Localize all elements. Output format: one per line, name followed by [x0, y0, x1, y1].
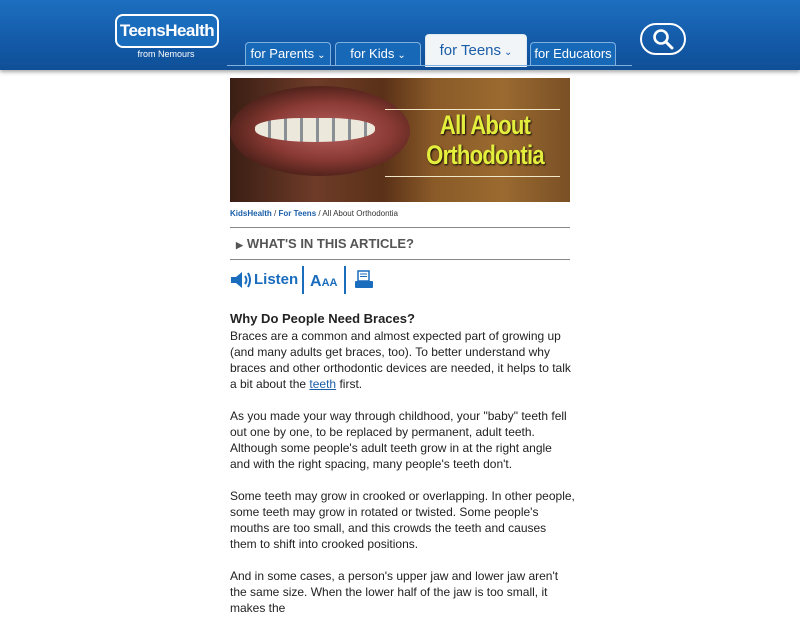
nav-tab-label: for Educators	[534, 46, 612, 61]
tool-divider	[344, 266, 346, 294]
logo-subtitle: from Nemours	[137, 49, 195, 59]
tool-divider	[302, 266, 304, 294]
nav-tab-label: for Parents	[250, 46, 315, 61]
listen-label: Listen	[254, 271, 299, 288]
nav-tab-parents[interactable]	[245, 42, 331, 66]
article-body	[230, 311, 575, 632]
article-paragraph: As you made your way through childhood, your "baby" teeth fell out one by one, to be replaced by permanent, adult teeth. Although some people's adult teeth grow in at the right angle and with the right spacing, many people's teeth don't.	[230, 409, 567, 471]
site-header	[0, 0, 800, 70]
text-size-button[interactable]	[310, 273, 337, 291]
article-contents-toggle[interactable]	[230, 227, 570, 260]
article-paragraph: And in some cases, a person's upper jaw and lower jaw aren't the same size. When the lower half of the jaw is too small, it makes the	[230, 569, 559, 615]
chevron-down-icon: ⌄	[504, 47, 513, 58]
breadcrumb-separator: /	[274, 209, 277, 218]
print-button[interactable]	[354, 270, 374, 295]
hero-title-line2: Orthodontia	[426, 140, 544, 170]
hero-banner	[230, 78, 570, 202]
nav-tab-educators[interactable]	[530, 42, 616, 66]
nav-tab-label: for Teens	[439, 42, 502, 59]
chevron-down-icon: ⌄	[317, 50, 326, 61]
breadcrumb	[230, 209, 398, 218]
breadcrumb-section-link[interactable]: For Teens	[278, 209, 317, 218]
hero-title-line1: All About	[439, 110, 531, 140]
search-icon	[652, 28, 674, 50]
section-heading: Why Do People Need Braces?	[230, 311, 415, 326]
text-size-small: AA	[321, 277, 338, 289]
teeth-link[interactable]: teeth	[309, 377, 337, 391]
breadcrumb-separator: /	[318, 209, 321, 218]
chevron-down-icon: ⌄	[397, 50, 406, 61]
speaker-icon	[230, 271, 252, 289]
printer-icon	[354, 270, 374, 290]
paragraph-text: Braces are a common and almost expected part of growing up (and many adults get braces, too). To better understand why braces and other orthodontic devices are needed, it helps to talk a bit about the	[230, 329, 571, 391]
text-size-large: A	[310, 273, 322, 290]
nav-tab-teens[interactable]	[425, 34, 527, 67]
article-paragraph: Some teeth may grow in crooked or overlapping. In other people, some teeth may grow in rotated or twisted. Some people's mouths are too small, and this crowds the teeth and causes them to shift into crooked positions.	[230, 489, 575, 551]
hero-rule-bottom	[385, 176, 560, 177]
teenshealth-logo[interactable]	[115, 14, 217, 58]
nav-divider	[227, 65, 632, 66]
paragraph-text: first.	[336, 377, 363, 391]
breadcrumb-current: All About Orthodontia	[322, 209, 398, 218]
hero-title	[415, 110, 554, 170]
article-paragraph	[230, 328, 575, 392]
nav-tab-label: for Kids	[350, 46, 395, 61]
braces-image	[255, 118, 375, 142]
nav-tab-kids[interactable]	[335, 42, 421, 66]
breadcrumb-home-link[interactable]: KidsHealth	[230, 209, 272, 218]
caret-right-icon: ▶	[236, 240, 243, 250]
listen-button[interactable]	[230, 266, 300, 294]
search-button[interactable]	[640, 23, 686, 55]
article-contents-label: WHAT'S IN THIS ARTICLE?	[246, 236, 414, 251]
logo-title: TeensHealth	[115, 14, 219, 48]
